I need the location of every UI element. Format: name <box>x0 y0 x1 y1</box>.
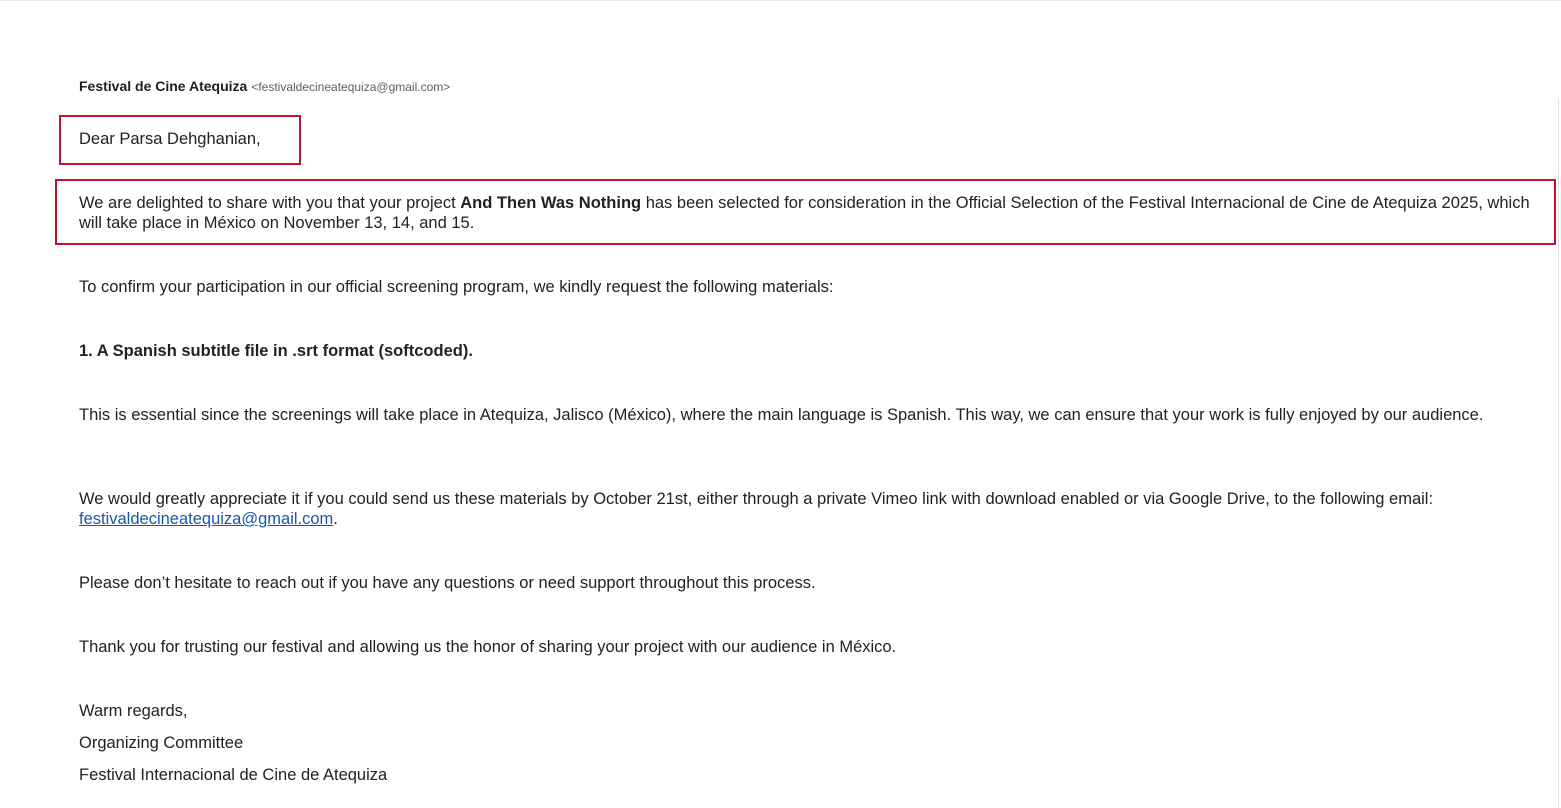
deadline-text-end: . <box>333 510 338 528</box>
requirement-item-1: 1. A Spanish subtitle file in .srt format (softcoded). <box>79 342 473 360</box>
project-title: And Then Was Nothing <box>460 194 642 212</box>
selection-paragraph <box>79 193 1531 233</box>
support-paragraph: Please don’t hesitate to reach out if you have any questions or need support throughout this process. <box>79 574 816 592</box>
closing: Warm regards, <box>79 702 188 720</box>
selection-text-after: has been selected for consideration in the Official Selection of the Festival Internacional de Cine de Atequiza 2025, which will take place in México on November 13, 14, and 15. <box>79 194 1530 232</box>
right-border <box>1558 98 1559 808</box>
signature-festival: Festival Internacional de Cine de Atequiza <box>79 766 388 784</box>
deadline-text: We would greatly appreciate it if you could send us these materials by October 21st, either through a private Vimeo link with download enabled or via Google Drive, to the following email: <box>79 490 1434 508</box>
signature-committee: Organizing Committee <box>79 734 244 752</box>
deadline-paragraph <box>79 489 1531 529</box>
request-paragraph: To confirm your participation in our official screening program, we kindly request the following materials: <box>79 278 834 296</box>
sender-email: <festivaldecineatequiza@gmail.com> <box>251 80 451 94</box>
email-link[interactable]: festivaldecineatequiza@gmail.com <box>79 510 334 528</box>
selection-text-before: We are delighted to share with you that your project <box>79 194 461 212</box>
thanks-paragraph: Thank you for trusting our festival and allowing us the honor of sharing your project with our audience in México. <box>79 638 897 656</box>
sender-line <box>79 77 450 96</box>
explanation-paragraph: This is essential since the screenings will take place in Atequiza, Jalisco (México), where the main language is Spanish. This way, we can ensure that your work is fully enjoyed by our audience. <box>79 406 1484 424</box>
sender-name[interactable]: Festival de Cine Atequiza <box>79 78 248 94</box>
greeting: Dear Parsa Dehghanian, <box>79 130 261 148</box>
top-border <box>0 0 1561 1</box>
